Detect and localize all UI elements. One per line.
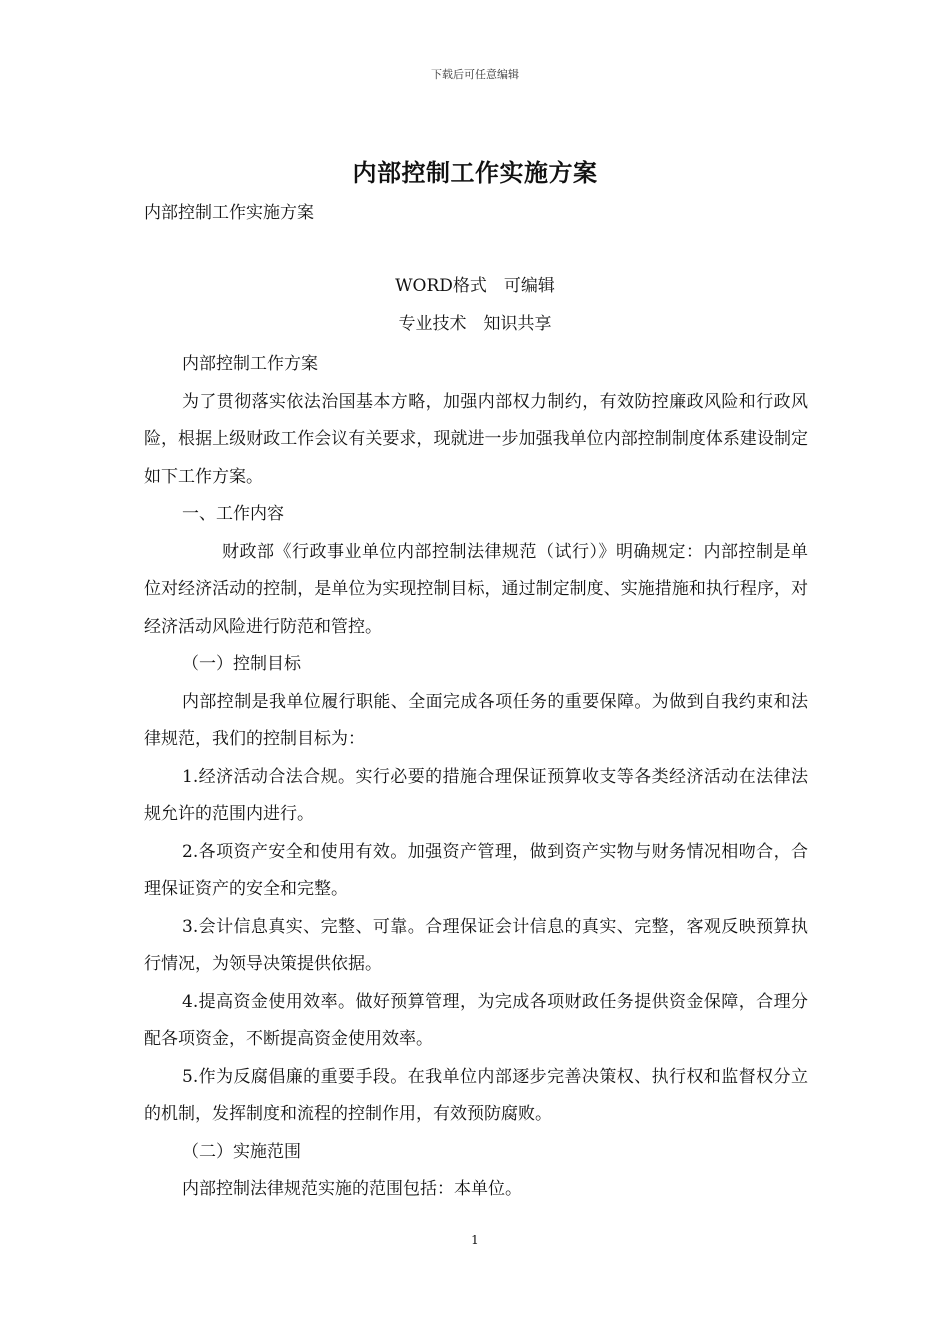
paragraph-scope: 内部控制法律规范实施的范围包括：本单位。 — [182, 1179, 522, 1199]
section-heading-work-content: 一、工作内容 — [182, 504, 284, 524]
paragraph-goals-intro: 内部控制是我单位履行职能、全面完成各项任务的重要保障。为做到自我约束和法律规范，我们的控制目标为： — [144, 691, 808, 749]
list-item-goal-4: 4.提高资金使用效率。做好预算管理，为完成各项财政任务提供资金保障，合理分配各项资金，不断提高资金使用效率。 — [144, 991, 808, 1049]
subsection-heading-control-goals: （一）控制目标 — [182, 654, 301, 674]
page-number: 1 — [471, 1233, 479, 1247]
subsection-heading-scope: （二）实施范围 — [182, 1141, 301, 1162]
list-item-goal-3: 3.会计信息真实、完整、可靠。合理保证会计信息的真实、完整，客观反映预算执行情况，为领导决策提供依据。 — [144, 916, 808, 974]
share-line: 专业技术 知识共享 — [398, 314, 552, 334]
format-line: WORD格式 可编辑 — [395, 276, 555, 296]
document-body — [144, 346, 808, 1209]
paragraph-plan-heading: 内部控制工作方案 — [182, 354, 318, 374]
document-subtitle: 内部控制工作实施方案 — [144, 203, 314, 223]
paragraph-intro: 为了贯彻落实依法治国基本方略，加强内部权力制约，有效防控廉政风险和行政风险，根据上级财政工作会议有关要求，现就进一步加强我单位内部控制制度体系建设制定如下工作方案。 — [144, 391, 808, 487]
paragraph-regulation: 财政部《行政事业单位内部控制法律规范（试行）》明确规定：内部控制是单位对经济活动的控制，是单位为实现控制目标，通过制定制度、实施措施和执行程序，对经济活动风险进行防范和管控。 — [144, 541, 808, 637]
header-note: 下载后可任意编辑 — [431, 68, 519, 81]
list-item-goal-1: 1.经济活动合法合规。实行必要的措施合理保证预算收支等各类经济活动在法律法规允许的范围内进行。 — [144, 766, 808, 824]
list-item-goal-2: 2.各项资产安全和使用有效。加强资产管理，做到资产实物与财务情况相吻合，合理保证资产的安全和完整。 — [144, 841, 808, 899]
document-title: 内部控制工作实施方案 — [352, 158, 598, 187]
list-item-goal-5: 5.作为反腐倡廉的重要手段。在我单位内部逐步完善决策权、执行权和监督权分立的机制，发挥制度和流程的控制作用，有效预防腐败。 — [144, 1066, 808, 1124]
